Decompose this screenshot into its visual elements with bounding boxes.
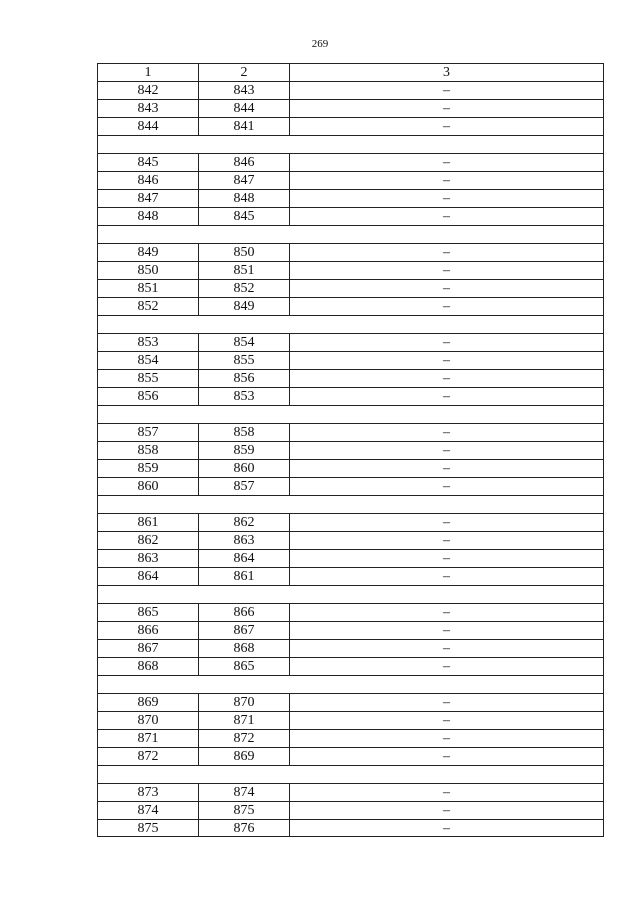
table-row [97,819,604,837]
table-row [97,351,604,369]
cell-col-3: – [289,513,604,531]
cell-col-3: – [289,369,604,387]
cell-col-2: 861 [198,567,289,585]
cell-col-3: – [289,423,604,441]
cell-col-1: 870 [97,711,198,729]
table-row [97,531,604,549]
cell-col-3: – [289,81,604,99]
cell-col-1: 869 [97,693,198,711]
cell-col-1: 854 [97,351,198,369]
cell-col-1: 863 [97,549,198,567]
table-row [97,459,604,477]
cell-col-2: 856 [198,369,289,387]
table-row [97,621,604,639]
table-row [97,603,604,621]
cell-col-2: 867 [198,621,289,639]
cell-col-2: 864 [198,549,289,567]
cell-col-2: 868 [198,639,289,657]
cell-col-3: – [289,441,604,459]
group-separator-row [97,225,604,243]
cell-col-2: 852 [198,279,289,297]
cell-col-3: – [289,783,604,801]
cell-col-1: 860 [97,477,198,495]
cell-col-2: 863 [198,531,289,549]
cell-col-3: – [289,603,604,621]
cell-col-1: 843 [97,99,198,117]
column-header-3: 3 [289,63,604,81]
cell-col-2: 850 [198,243,289,261]
group-separator-row [97,675,604,693]
cell-col-2: 841 [198,117,289,135]
cell-col-3: – [289,693,604,711]
cell-col-1: 858 [97,441,198,459]
column-header-2: 2 [198,63,289,81]
table-row [97,639,604,657]
cell-col-1: 848 [97,207,198,225]
table-row [97,81,604,99]
cell-col-3: – [289,243,604,261]
cell-col-2: 846 [198,153,289,171]
cell-col-2: 843 [198,81,289,99]
cell-col-2: 854 [198,333,289,351]
table-row [97,747,604,765]
cell-col-2: 872 [198,729,289,747]
cell-col-3: – [289,477,604,495]
cell-col-3: – [289,207,604,225]
cell-col-3: – [289,747,604,765]
group-separator-row [97,315,604,333]
cell-col-3: – [289,333,604,351]
cell-col-3: – [289,567,604,585]
cell-col-2: 866 [198,603,289,621]
cell-col-3: – [289,387,604,405]
cell-col-2: 874 [198,783,289,801]
cell-col-3: – [289,729,604,747]
cell-col-1: 865 [97,603,198,621]
table-row [97,99,604,117]
table-row [97,801,604,819]
cell-col-1: 875 [97,819,198,837]
table-row [97,297,604,315]
column-header-1: 1 [97,63,198,81]
cell-col-1: 850 [97,261,198,279]
group-separator-row [97,585,604,603]
group-separator-row [97,765,604,783]
cell-col-2: 849 [198,297,289,315]
cell-col-2: 844 [198,99,289,117]
table-row [97,369,604,387]
cell-col-2: 845 [198,207,289,225]
table-row [97,387,604,405]
cell-col-1: 857 [97,423,198,441]
cell-col-1: 864 [97,567,198,585]
cell-col-1: 868 [97,657,198,675]
cell-col-2: 869 [198,747,289,765]
cell-col-1: 852 [97,297,198,315]
cell-col-1: 859 [97,459,198,477]
cell-col-1: 851 [97,279,198,297]
group-separator-row [97,405,604,423]
cell-col-2: 871 [198,711,289,729]
cell-col-3: – [289,117,604,135]
cell-col-2: 865 [198,657,289,675]
table-header-row [97,63,604,81]
cell-col-3: – [289,297,604,315]
cell-col-3: – [289,351,604,369]
table-row [97,207,604,225]
cell-col-3: – [289,819,604,837]
cell-col-1: 846 [97,171,198,189]
cell-col-1: 847 [97,189,198,207]
cell-col-3: – [289,99,604,117]
cell-col-2: 853 [198,387,289,405]
table-row [97,153,604,171]
cell-col-3: – [289,711,604,729]
cell-col-1: 862 [97,531,198,549]
table-row [97,657,604,675]
cell-col-3: – [289,531,604,549]
cell-col-3: – [289,153,604,171]
cell-col-2: 862 [198,513,289,531]
table-row [97,693,604,711]
table-row [97,729,604,747]
table-row [97,261,604,279]
table-row [97,189,604,207]
cell-col-3: – [289,279,604,297]
table-row [97,243,604,261]
cell-col-3: – [289,261,604,279]
cell-col-1: 871 [97,729,198,747]
cell-col-2: 848 [198,189,289,207]
page-number: 269 [311,38,329,50]
cell-col-1: 853 [97,333,198,351]
cell-col-2: 876 [198,819,289,837]
table-body [97,81,604,837]
cell-col-2: 847 [198,171,289,189]
table-row [97,279,604,297]
cell-col-1: 842 [97,81,198,99]
cell-col-1: 874 [97,801,198,819]
cell-col-1: 861 [97,513,198,531]
table-row [97,171,604,189]
cell-col-1: 849 [97,243,198,261]
cell-col-3: – [289,459,604,477]
cell-col-2: 851 [198,261,289,279]
cell-col-2: 859 [198,441,289,459]
cell-col-2: 857 [198,477,289,495]
cell-col-3: – [289,171,604,189]
table-row [97,441,604,459]
cell-col-1: 866 [97,621,198,639]
table-row [97,567,604,585]
cell-col-1: 867 [97,639,198,657]
cell-col-1: 845 [97,153,198,171]
cell-col-1: 872 [97,747,198,765]
table-row [97,549,604,567]
cell-col-1: 844 [97,117,198,135]
cell-col-1: 855 [97,369,198,387]
table-row [97,477,604,495]
cell-col-2: 858 [198,423,289,441]
group-separator-row [97,495,604,513]
table-row [97,513,604,531]
cell-col-3: – [289,189,604,207]
cell-col-3: – [289,549,604,567]
cell-col-3: – [289,801,604,819]
table-row [97,711,604,729]
cell-col-2: 855 [198,351,289,369]
cell-col-2: 860 [198,459,289,477]
table-row [97,117,604,135]
table-row [97,783,604,801]
cell-col-1: 856 [97,387,198,405]
table-row [97,333,604,351]
data-table [97,63,604,837]
cell-col-3: – [289,621,604,639]
cell-col-2: 870 [198,693,289,711]
cell-col-3: – [289,639,604,657]
table-row [97,423,604,441]
cell-col-1: 873 [97,783,198,801]
cell-col-2: 875 [198,801,289,819]
group-separator-row [97,135,604,153]
cell-col-3: – [289,657,604,675]
